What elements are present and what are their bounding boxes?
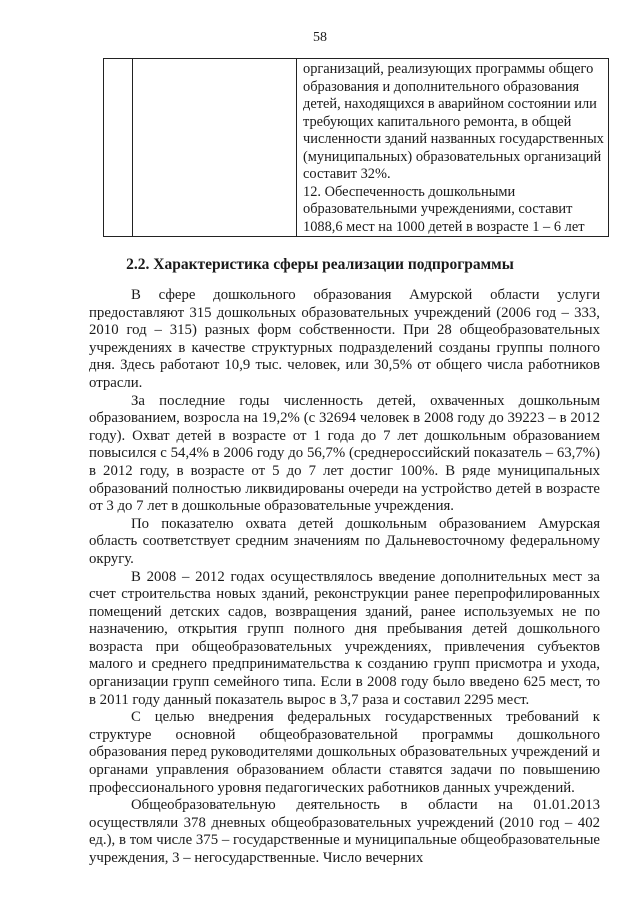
paragraph: За последние годы численность детей, охваченных дошкольным образованием, возросла на 19,2% (с 32694 человек в 2008 году до 39223 – в 2012 году). Охват детей в возрасте от 1 года до 7 лет дошкольным образованием повысился с 54,4% в 2006 году до 56,7% (среднероссийский показатель – 63,7%) в 2012 году, в возрасте от 5 до 7 лет достиг 100%. В ряде муниципальных образований полностью ликвидированы очереди на устройство детей в возрасте от 3 до 7 лет в дошкольные образовательные учреждения. [89,392,600,515]
table-cell-empty-2 [133,59,297,237]
body-text [89,287,600,868]
page-number: 58 [313,30,327,45]
section-heading: 2.2. Характеристика сферы реализации подпрограммы [126,256,514,273]
table-row [104,59,609,237]
continuation-table [103,58,609,237]
paragraph: В 2008 – 2012 годах осуществлялось введение дополнительных мест за счет строительства новых зданий, реконструкции ранее перепрофилированных помещений детских садов, возвращения зданий, ранее используемых не по назначению, открытия групп полного дня пребывания детей дошкольного возраста при общеобразовательных учреждениях, привлечения субъектов малого и среднего предпринимательства к созданию групп присмотра и ухода, организации групп семейного типа. Если в 2008 году было введено 625 мест, то в 2011 году данный показатель вырос в 3,7 раза и составил 2295 мест. [89,568,600,708]
paragraph: По показателю охвата детей дошкольным образованием Амурская область соответствует средним значениям по Дальневосточному федеральному округу. [89,515,600,567]
paragraph: Общеобразовательную деятельность в области на 01.01.2013 осуществляли 378 дневных общеобразовательных учреждений (2010 год – 402 ед.), в том числе 375 – государственные и муниципальные общеобразовательные учреждения, 3 – негосударственные. Число вечерних [89,797,600,866]
table-cell-text [297,59,609,237]
table-cell-paragraph: 12. Обеспеченность дошкольными образовательными учреждениями, составит 1088,6 мест на 1000 детей в возрасте 1 – 6 лет [303,183,585,235]
table-cell-empty-1 [104,59,133,237]
paragraph: В сфере дошкольного образования Амурской области услуги предоставляют 315 дошкольных образовательных учреждений (2006 год – 333, 2010 год – 315) разных форм собственности. При 28 общеобразовательных учреждениях в качестве структурных подразделений созданы группы полного дня. Здесь работают 10,9 тыс. человек, или 30,5% от общего числа работников отрасли. [89,287,600,391]
table-cell-paragraph: организаций, реализующих программы общего образования и дополнительного образования детей, находящихся в аварийном состоянии или требующих капитального ремонта, в общей численности зданий названных государственных (муниципальных) образовательных организаций составит 32%. [303,61,604,182]
paragraph: С целью внедрения федеральных государственных требований к структуре основной общеобразовательной программы дошкольного образования перед руководителями дошкольных образовательных учреждений и органами управления образованием области ставятся задачи по повышению профессионального уровня педагогических работников данных учреждений. [89,709,600,796]
